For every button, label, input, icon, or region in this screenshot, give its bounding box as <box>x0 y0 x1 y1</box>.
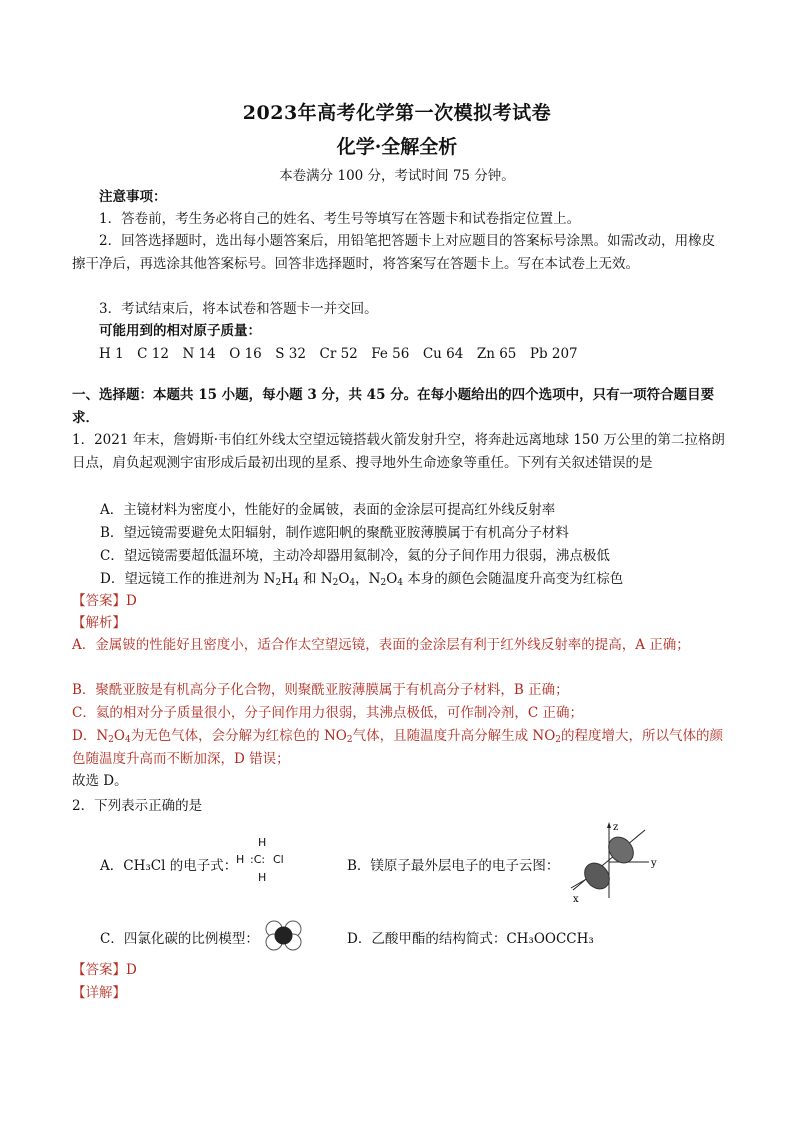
q2-answer: 【答案】D <box>72 962 137 978</box>
h-atom-top: H <box>258 836 267 849</box>
ch3cl-electron-formula <box>236 836 296 890</box>
q1-analysis-d-part: O <box>113 728 125 744</box>
q1-analysis-d-part: D．N <box>72 728 109 744</box>
electron-cloud-figure <box>565 818 665 908</box>
atomic-mass-list: H 1 C 12 N 14 O 16 S 32 Cr 52 Fe 56 Cu 64 Zn 65 Pb 207 <box>99 346 578 362</box>
notice-heading: 注意事项： <box>99 189 167 205</box>
q1-option-d <box>100 567 623 587</box>
c-sphere-center <box>275 927 293 945</box>
q1-option-d-part: O <box>338 571 350 587</box>
subscript: 2 <box>108 735 114 745</box>
q1-analysis-c: C．氦的相对分子质量很小，分子间作用力很弱，其沸点极低，可作制冷剂，C 正确； <box>72 705 583 721</box>
exam-title: 2023年高考化学第一次模拟考试卷 <box>242 102 552 124</box>
q1-answer: 【答案】D <box>72 593 137 609</box>
q1-option-a: A．主镜材料为密度小，性能好的金属铍，表面的金涂层可提高红外线反射率 <box>100 502 556 518</box>
q2-option-a: A．CH₃Cl 的电子式： <box>100 858 238 874</box>
subscript: 2 <box>332 578 339 588</box>
q1-analysis-heading: 【解析】 <box>72 615 126 631</box>
section-1-heading-text: 一、选择题：本题共 15 小题，每小题 3 分，共 45 分。在每小题给出的四个选项中，只有一项符合题目要求． <box>72 387 715 426</box>
q1-analysis-a: A．金属铍的性能好且密度小，适合作太空望远镜，表面的金涂层有利于红外线反射率的提高，A 正确； <box>72 637 690 653</box>
h-atom-left: H <box>236 853 245 866</box>
q1-option-b: B．望远镜需要避免太阳辐射，制作遮阳帆的聚酰亚胺薄膜属于有机高分子材料 <box>100 525 569 541</box>
exam-subtitle: 化学·全解全析 <box>336 136 458 158</box>
question-2-stem: 2．下列表示正确的是 <box>72 798 203 814</box>
x-axis-label: x <box>573 894 579 905</box>
subscript: 4 <box>397 578 403 588</box>
notice-item-3: 3．考试结束后，将本试卷和答题卡一并交回。 <box>99 301 378 317</box>
q1-option-d-part: D．望远镜工作的推进剂为 N <box>100 571 276 587</box>
subscript: 2 <box>275 578 282 588</box>
c-atom-center: :C: <box>250 853 266 866</box>
q2-option-d: D．乙酸甲酯的结构简式：CH₃OOCCH₃ <box>347 931 594 947</box>
exam-info: 本卷满分 100 分，考试时间 75 分钟。 <box>279 168 515 184</box>
z-axis-label: z <box>613 822 619 833</box>
q1-option-d-part: 本身的颜色会随温度升高变为红棕色 <box>403 571 624 587</box>
subscript: 2 <box>555 735 561 745</box>
subscript: 2 <box>346 735 353 745</box>
q1-analysis-d-part: 的程度增大，所以气体的颜色随温度升高而不断加深，D 错误； <box>72 728 723 767</box>
subscript: 4 <box>292 578 299 588</box>
cl-atom-right: Cl <box>273 853 284 866</box>
q1-analysis-b: B．聚酰亚胺是有机高分子化合物，则聚酰亚胺薄膜属于有机高分子材料，B 正确； <box>72 682 569 698</box>
notice-item-1: 1．答卷前，考生务必将自己的姓名、考生号等填写在答题卡和试卷指定位置上。 <box>99 211 581 227</box>
z-axis-arrow <box>607 822 611 828</box>
subscript: 4 <box>349 578 356 588</box>
h-atom-bottom: H <box>258 871 267 884</box>
subscript: 4 <box>124 735 131 745</box>
q1-analysis-d-part: 为无色气体，会分解为红棕色的 NO <box>130 728 347 744</box>
q2-option-c: C．四氯化碳的比例模型： <box>100 931 259 947</box>
notice-item-2: 2．回答选择题时，选出每小题答案后，用铅笔把答题卡上对应题目的答案标号涂黑。如需改动，用橡皮擦干净后，再选涂其他答案标号。回答非选择题时，将答案写在答题卡上。写在本试卷上无效。 <box>72 233 716 272</box>
atomic-mass-heading: 可能用到的相对原子质量： <box>99 323 261 339</box>
y-axis-label: y <box>651 858 657 869</box>
q1-option-d-part: 和 N <box>298 571 333 587</box>
q2-option-b: B．镁原子最外层电子的电子云图： <box>347 858 560 874</box>
q2-detail-heading: 【详解】 <box>72 985 126 1001</box>
q1-option-d-part: O <box>386 571 398 587</box>
q1-option-c: C．望远镜需要超低温环境，主动冷却器用氦制冷，氦的分子间作用力很弱，沸点极低 <box>100 548 610 564</box>
q1-analysis-d-part: 气体，且随温度升高分解生成 NO <box>352 728 556 744</box>
subscript: 2 <box>380 578 387 588</box>
question-1-stem: 1．2021 年末，詹姆斯·韦伯红外线太空望远镜搭载火箭发射升空，将奔赴远离地球 150 万公里的第二拉格朗日点，肩负起观测宇宙形成后最初出现的星系、搜寻地外生命迹象等重任。下列有关叙述错误的是 <box>72 432 725 471</box>
ccl4-space-filling-model <box>264 918 304 952</box>
q1-option-d-part: ，N <box>355 571 381 587</box>
section-1-heading <box>72 384 727 429</box>
q1-analysis-d <box>72 725 727 770</box>
q1-option-d-part: H <box>281 571 293 587</box>
q1-conclusion: 故选 D。 <box>72 773 128 789</box>
